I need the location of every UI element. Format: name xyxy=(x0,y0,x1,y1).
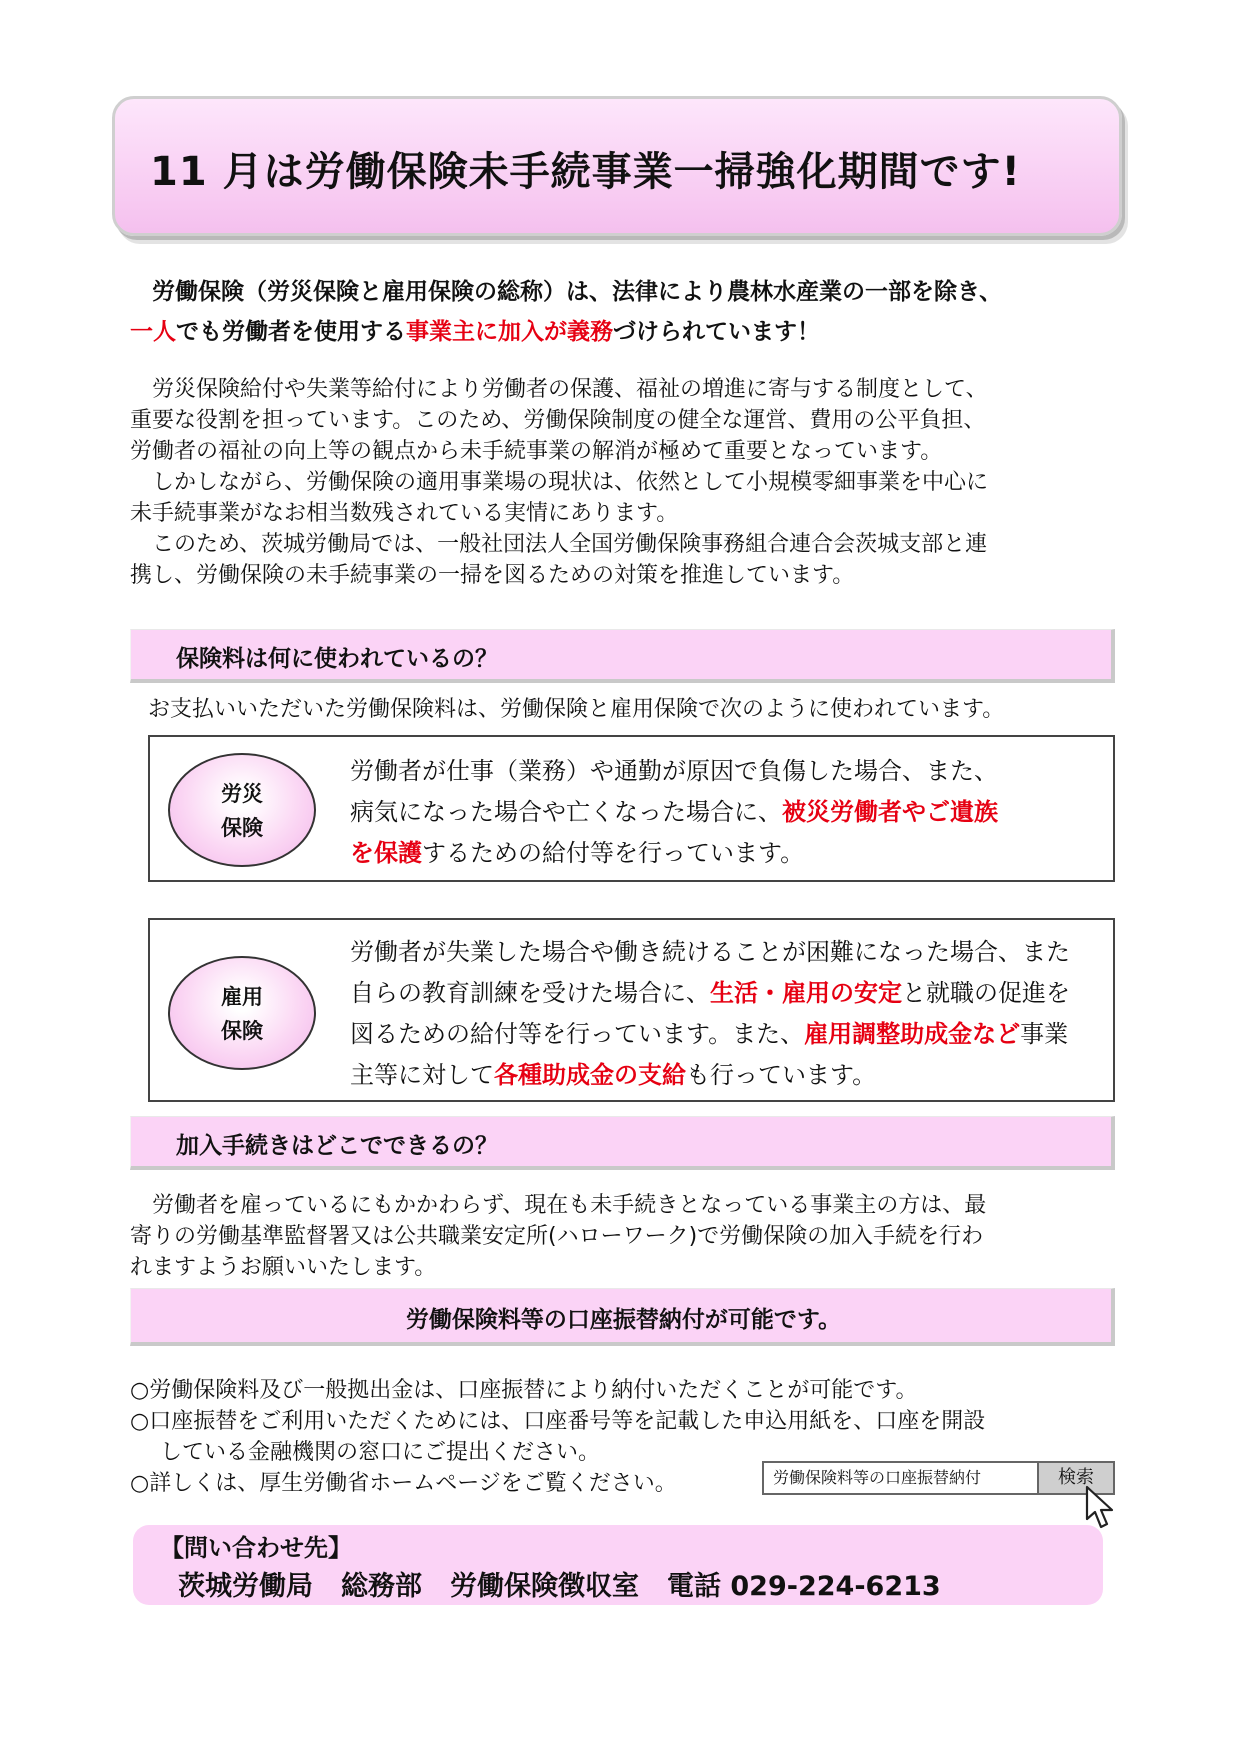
desc-highlight: を保護 xyxy=(350,839,422,867)
paragraph-line: 労働者を雇っているにもかかわらず、現在も未手続きとなっている事業主の方は、最 xyxy=(130,1193,987,1218)
desc-line xyxy=(350,1014,1070,1055)
intro-paragraph xyxy=(130,374,1130,591)
intro-line: 重要な役割を担っています。このため、労働保険制度の健全な運営、費用の公平負担、 xyxy=(130,408,986,433)
contact-department: 総務部 xyxy=(341,1571,422,1602)
desc-highlight: 被災労働者やご遺族 xyxy=(782,798,998,826)
lead-text: でも労働者を使用する xyxy=(176,319,406,345)
desc-text: 主等に対して xyxy=(350,1061,494,1089)
lead-highlight-obligation: 事業主に加入が義務 xyxy=(406,319,613,345)
contact-phone: 電話 029-224-6213 xyxy=(667,1571,941,1602)
desc-line xyxy=(350,792,998,833)
desc-highlight: 雇用調整助成金など xyxy=(804,1020,1021,1048)
section-title: 労働保険料等の口座振替納付が可能です。 xyxy=(405,1307,842,1333)
desc-text: 自らの教育訓練を受けた場合に、 xyxy=(350,979,710,1007)
lead-line-1: 労働保険（労災保険と雇用保険の総称）は、法律により農林水産業の一部を除き、 xyxy=(152,279,1003,305)
desc-line: 労働者が仕事（業務）や通勤が原因で負傷した場合、また、 xyxy=(350,757,998,785)
contact-office: 茨城労働局 xyxy=(178,1571,313,1602)
section-header-premium-usage xyxy=(130,629,1115,683)
oval-label-line: 労災 xyxy=(221,782,263,806)
contact-details xyxy=(178,1564,969,1603)
lead-highlight-one-person: 一人 xyxy=(130,319,176,345)
note-item: ○口座振替をご利用いただくためには、口座番号等を記載した申込用紙を、口座を開設 xyxy=(130,1409,986,1434)
note-item: ○労働保険料及び一般拠出金は、口座振替により納付いただくことが可能です。 xyxy=(130,1378,918,1403)
oval-label-line: 保険 xyxy=(221,816,263,840)
desc-line xyxy=(350,1055,1070,1096)
contact-title: 【問い合わせ先】 xyxy=(160,1534,352,1562)
paragraph-line: れますようお願いいたします。 xyxy=(130,1255,437,1280)
desc-text: も行っています。 xyxy=(686,1061,877,1089)
intro-line: 携し、労働保険の未手続事業の一掃を図るための対策を推進しています。 xyxy=(130,563,855,588)
rousai-oval-label xyxy=(168,753,316,867)
section-header-enrollment xyxy=(130,1116,1115,1170)
desc-line xyxy=(350,833,998,874)
koyou-oval-label xyxy=(168,956,316,1070)
lead-paragraph xyxy=(130,272,1130,352)
contact-room: 労働保険徴収室 xyxy=(450,1571,639,1602)
paragraph-line: 寄りの労働基準監督署又は公共職業安定所(ハローワーク)で労働保険の加入手続を行わ xyxy=(130,1224,984,1249)
desc-text: するための給付等を行っています。 xyxy=(422,839,805,867)
search-button[interactable]: 検索 xyxy=(1037,1461,1115,1495)
oval-label-line: 保険 xyxy=(221,1019,263,1043)
intro-line: 労働者の福祉の向上等の観点から未手続事業の解消が極めて重要となっています。 xyxy=(130,439,943,464)
desc-text: 病気になった場合や亡くなった場合に、 xyxy=(350,798,782,826)
section-title: 保険料は何に使われているの？ xyxy=(176,646,498,672)
desc-text: と就職の促進を xyxy=(902,979,1070,1007)
desc-text: 図るための給付等を行っています。また、 xyxy=(350,1020,805,1048)
intro-line: しかしながら、労働保険の適用事業場の現状は、依然として小規模零細事業を中心に xyxy=(130,470,989,495)
rousai-description xyxy=(350,751,998,874)
desc-line: 労働者が失業した場合や働き続けることが困難になった場合、また xyxy=(350,938,1070,966)
koyou-description xyxy=(350,932,1070,1096)
section1-lead: お支払いいただいた労働保険料は、労働保険と雇用保険で次のように使われています。 xyxy=(148,697,1005,722)
desc-line xyxy=(350,973,1070,1014)
page-title: 11 月は労働保険未手続事業一掃強化期間です! xyxy=(150,149,1021,195)
intro-line: 労災保険給付や失業等給付により労働者の保護、福祉の増進に寄与する制度として、 xyxy=(130,377,988,402)
search-input[interactable]: 労働保険料等の口座振替納付 xyxy=(762,1461,1039,1495)
section-header-direct-debit xyxy=(130,1288,1115,1346)
rousai-insurance-box xyxy=(148,735,1115,882)
desc-highlight: 各種助成金の支給 xyxy=(494,1061,686,1089)
section-title: 加入手続きはどこでできるの？ xyxy=(176,1133,498,1159)
note-item-continued: している金融機関の窓口にご提出ください。 xyxy=(160,1440,601,1465)
desc-text: 事業 xyxy=(1020,1020,1069,1048)
oval-label-line: 雇用 xyxy=(221,985,263,1009)
enrollment-paragraph xyxy=(130,1190,986,1283)
note-item: ○詳しくは、厚生労働省ホームページをご覧ください。 xyxy=(130,1471,677,1496)
intro-line: 未手続事業がなお相当数残されている実情にあります。 xyxy=(130,501,679,526)
intro-line: このため、茨城労働局では、一般社団法人全国労働保険事務組合連合会茨城支部と連 xyxy=(130,532,988,557)
koyou-insurance-box xyxy=(148,918,1115,1102)
lead-text-end: づけられています！ xyxy=(613,319,820,345)
desc-highlight: 生活・雇用の安定 xyxy=(710,979,902,1007)
lead-line-2 xyxy=(130,312,1130,352)
